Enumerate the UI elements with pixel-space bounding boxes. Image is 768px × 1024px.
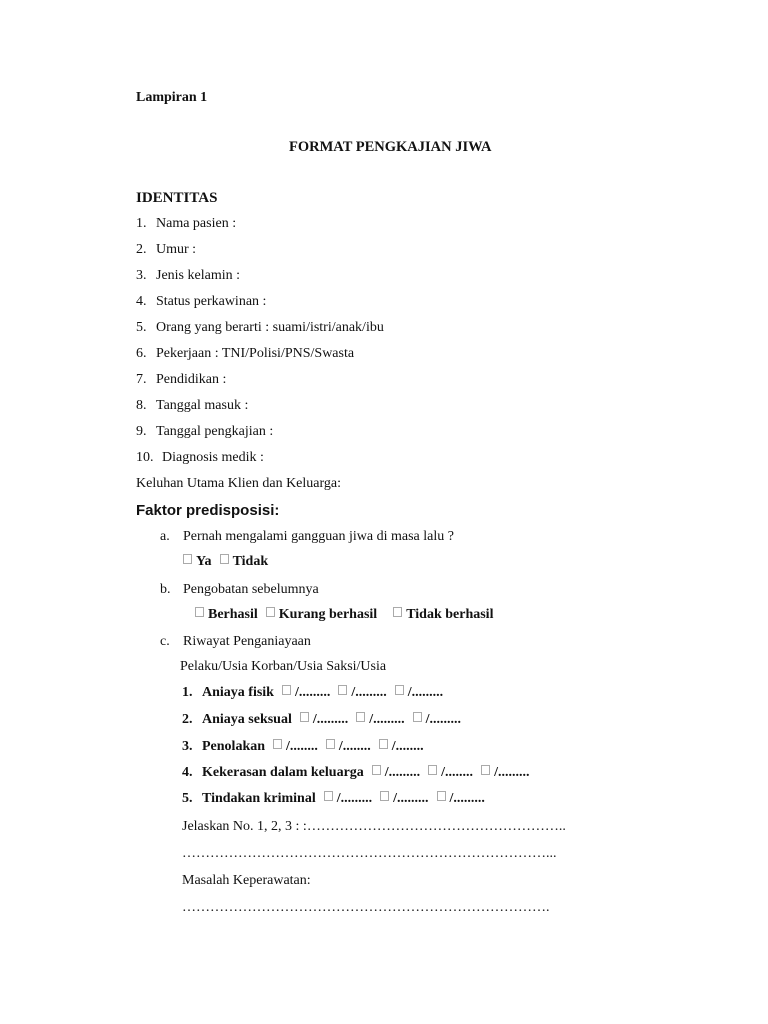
- slot-saksi: /.........: [449, 791, 485, 806]
- item-text: Pendidikan :: [156, 372, 227, 387]
- item-number: 6.: [136, 346, 147, 361]
- identitas-item-2: [136, 242, 196, 258]
- question-b: [160, 582, 319, 598]
- slot-saksi: /.........: [425, 712, 462, 727]
- checkbox[interactable]: [282, 685, 291, 695]
- identitas-item-5: [136, 320, 384, 336]
- slot-korban: /.........: [351, 685, 387, 700]
- identitas-item-9: [136, 424, 273, 440]
- row-label: Aniaya fisik: [202, 685, 274, 700]
- checkbox[interactable]: [183, 554, 192, 564]
- item-number: 8.: [136, 398, 147, 413]
- option-tidak: Tidak: [232, 554, 269, 569]
- item-number: 7.: [136, 372, 147, 387]
- item-text: Diagnosis medik :: [162, 450, 264, 465]
- slot-pelaku: /.........: [384, 765, 421, 780]
- item-number: 9.: [136, 424, 147, 439]
- option-tidak-berhasil: Tidak berhasil: [406, 607, 494, 622]
- slot-korban: /.........: [393, 791, 429, 806]
- faktor-heading: Faktor predisposisi:: [136, 502, 280, 519]
- slot-saksi: /........: [391, 739, 424, 754]
- slot-korban: /.........: [369, 712, 405, 727]
- checkbox[interactable]: [393, 607, 402, 617]
- slot-pelaku: /........: [286, 739, 318, 754]
- option-kurang-berhasil: Kurang berhasil: [278, 607, 378, 622]
- question-a-options: [183, 554, 268, 570]
- item-number: 4.: [136, 294, 147, 309]
- slot-saksi: /.........: [494, 765, 530, 780]
- item-text: Status perkawinan :: [156, 294, 267, 309]
- row-number: 2.: [182, 712, 193, 727]
- question-letter: c.: [160, 634, 170, 649]
- masalah-keperawatan-label: Masalah Keperawatan:: [182, 873, 311, 888]
- checkbox[interactable]: [326, 739, 335, 749]
- question-a: [160, 529, 454, 545]
- checkbox[interactable]: [413, 712, 422, 722]
- item-number: 10.: [136, 450, 154, 465]
- row-number: 5.: [182, 791, 193, 806]
- item-number: 5.: [136, 320, 147, 335]
- item-text: Pekerjaan : TNI/Polisi/PNS/Swasta: [156, 346, 355, 361]
- checkbox[interactable]: [428, 765, 437, 775]
- checkbox[interactable]: [437, 791, 446, 801]
- identitas-item-3: [136, 268, 240, 284]
- item-text: Nama pasien :: [156, 216, 237, 231]
- checkbox[interactable]: [273, 739, 282, 749]
- checkbox[interactable]: [356, 712, 365, 722]
- question-letter: b.: [160, 582, 171, 597]
- slot-saksi: /.........: [407, 685, 444, 700]
- identitas-item-1: [136, 216, 236, 232]
- document-title: FORMAT PENGKAJIAN JIWA: [289, 139, 492, 155]
- slot-pelaku: /.........: [312, 712, 349, 727]
- slot-korban: /........: [338, 739, 371, 754]
- option-berhasil: Berhasil: [208, 607, 258, 622]
- identitas-item-6: [136, 346, 354, 362]
- abuse-row-3: [182, 739, 424, 755]
- abuse-row-4: [182, 765, 529, 781]
- row-label: Kekerasan dalam keluarga: [202, 765, 364, 780]
- checkbox[interactable]: [324, 791, 333, 801]
- abuse-row-5: [182, 791, 485, 807]
- jelaskan-continuation[interactable]: ……………………………………………………………………...: [182, 846, 557, 861]
- item-number: 2.: [136, 242, 147, 257]
- abuse-row-1: [182, 685, 443, 701]
- abuse-columns-header: Pelaku/Usia Korban/Usia Saksi/Usia: [180, 659, 387, 674]
- checkbox[interactable]: [380, 791, 389, 801]
- checkbox[interactable]: [300, 712, 309, 722]
- option-ya: Ya: [196, 554, 212, 569]
- item-text: Tanggal masuk :: [156, 398, 249, 413]
- row-label: Aniaya seksual: [202, 712, 292, 727]
- item-text: Tanggal pengkajian :: [156, 424, 274, 439]
- row-label: Penolakan: [202, 739, 266, 754]
- question-text: Riwayat Penganiayaan: [183, 634, 311, 649]
- item-text: Umur :: [156, 242, 197, 257]
- checkbox[interactable]: [195, 607, 204, 617]
- item-number: 1.: [136, 216, 147, 231]
- lampiran-label: Lampiran 1: [136, 90, 208, 105]
- row-label: Tindakan kriminal: [202, 791, 316, 806]
- identitas-item-8: [136, 398, 248, 414]
- question-text: Pengobatan sebelumnya: [183, 582, 319, 597]
- keluhan-label: Keluhan Utama Klien dan Keluarga:: [136, 476, 342, 491]
- slot-pelaku: /.........: [294, 685, 331, 700]
- item-text: Orang yang berarti : suami/istri/anak/ibu: [156, 320, 384, 335]
- item-text: Jenis kelamin :: [156, 268, 240, 283]
- jelaskan-field[interactable]: Jelaskan No. 1, 2, 3 : :………………………………………………..: [182, 819, 566, 834]
- checkbox[interactable]: [266, 607, 275, 617]
- checkbox[interactable]: [372, 765, 381, 775]
- checkbox[interactable]: [379, 739, 388, 749]
- checkbox[interactable]: [338, 685, 347, 695]
- checkbox[interactable]: [481, 765, 490, 775]
- identitas-item-4: [136, 294, 266, 310]
- row-number: 3.: [182, 739, 193, 754]
- question-c: [160, 634, 311, 650]
- identitas-item-7: [136, 372, 226, 388]
- slot-pelaku: /.........: [336, 791, 373, 806]
- identitas-heading: IDENTITAS: [136, 190, 218, 206]
- checkbox[interactable]: [220, 554, 229, 564]
- identitas-item-10: [136, 450, 264, 466]
- masalah-keperawatan-field[interactable]: …………………………………………………………………….: [182, 900, 550, 915]
- abuse-row-2: [182, 712, 461, 728]
- question-text: Pernah mengalami gangguan jiwa di masa lalu ?: [183, 529, 454, 544]
- slot-korban: /........: [441, 765, 474, 780]
- question-b-options: [195, 607, 493, 623]
- row-number: 1.: [182, 685, 193, 700]
- question-letter: a.: [160, 529, 170, 544]
- checkbox[interactable]: [395, 685, 404, 695]
- row-number: 4.: [182, 765, 193, 780]
- item-number: 3.: [136, 268, 147, 283]
